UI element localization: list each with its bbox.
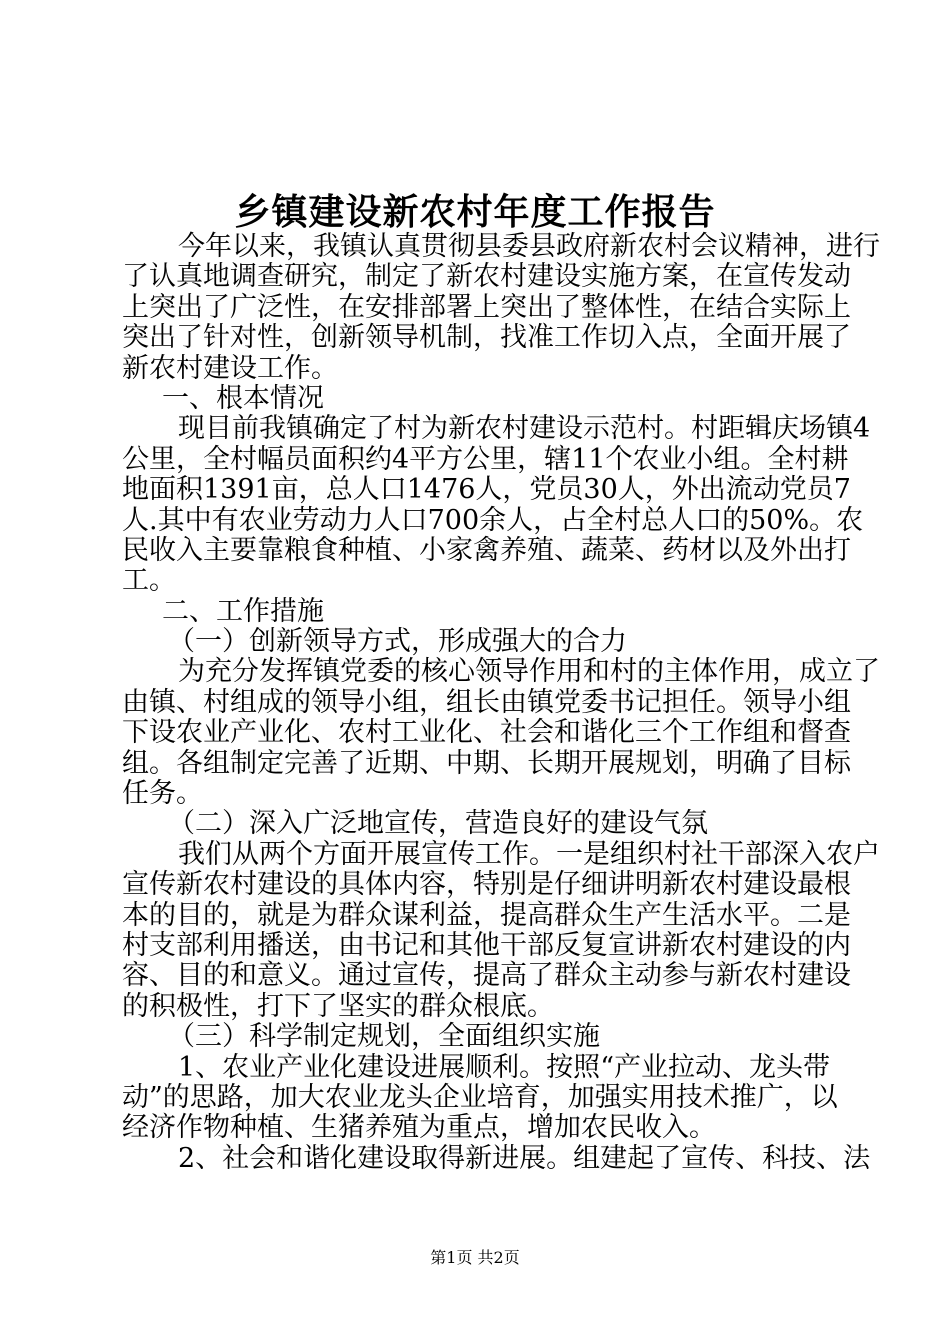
paragraph-line: 地面积1391亩，总人口1476人，党员30人，外出流动党员7: [122, 474, 851, 506]
paragraph-line: 今年以来，我镇认真贯彻县委县政府新农村会议精神，进行: [178, 231, 880, 262]
paragraph-line: 经济作物种植、生猪养殖为重点，增加农民收入。: [122, 1112, 716, 1144]
paragraph-line: 我们从两个方面开展宣传工作。一是组织村社干部深入农户: [178, 838, 880, 870]
paragraph-line: 任务。: [122, 778, 203, 810]
document-body: [122, 231, 880, 1174]
paragraph-line: 新农村建设工作。: [122, 352, 338, 384]
paragraph-line: 工。: [122, 565, 176, 597]
paragraph-line: 村支部利用播送，由书记和其他干部反复宣讲新农村建设的内: [122, 929, 851, 961]
subsection-heading: （一）创新领导方式，形成强大的合力: [168, 626, 627, 658]
paragraph-line: 了认真地调查研究，制定了新农村建设实施方案，在宣传发动: [122, 261, 851, 293]
paragraph-line: 人.其中有农业劳动力人口700余人，占全村总人口的50%。农: [122, 504, 864, 536]
paragraph-line: 公里，全村幅员面积约4平方公里，辖11个农业小组。全村耕: [122, 443, 849, 475]
paragraph-line: 民收入主要靠粮食种植、小家禽养殖、蔬菜、药材以及外出打: [122, 534, 851, 566]
paragraph-line: 由镇、村组成的领导小组，组长由镇党委书记担任。领导小组: [122, 686, 851, 718]
page-footer: 第1页 共2页: [430, 1248, 520, 1267]
document-title: 乡镇建设新农村年度工作报告: [234, 191, 716, 233]
paragraph-line: 1、农业产业化建设进展顺利。按照“产业拉动、龙头带: [178, 1051, 830, 1083]
paragraph-line: 2、社会和谐化建设取得新进展。组建起了宣传、科技、法: [178, 1142, 871, 1174]
paragraph-line: 容、目的和意义。通过宣传，提高了群众主动参与新农村建设: [122, 960, 851, 992]
paragraph-line: 宣传新农村建设的具体内容，特别是仔细讲明新农村建设最根: [122, 869, 851, 901]
paragraph-line: 下设农业产业化、农村工业化、社会和谐化三个工作组和督查: [122, 717, 851, 749]
section-heading: 一、根本情况: [162, 382, 324, 414]
subsection-heading: （三）科学制定规划，全面组织实施: [168, 1021, 600, 1053]
paragraph-line: 突出了针对性，创新领导机制，找准工作切入点，全面开展了: [122, 322, 851, 354]
paragraph-line: 上突出了广泛性，在安排部署上突出了整体性，在结合实际上: [122, 291, 851, 323]
subsection-heading: （二）深入广泛地宣传，营造良好的建设气氛: [168, 808, 708, 840]
paragraph-line: 为充分发挥镇党委的核心领导作用和村的主体作用，成立了: [178, 656, 880, 688]
paragraph-line: 现目前我镇确定了村为新农村建设示范村。村距辑庆场镇4: [178, 413, 871, 445]
section-heading: 二、工作措施: [162, 595, 324, 627]
paragraph-line: 本的目的，就是为群众谋利益，提高群众生产生活水平。二是: [122, 899, 851, 931]
paragraph-line: 的积极性，打下了坚实的群众根底。: [122, 990, 554, 1022]
paragraph-line: 动”的思路，加大农业龙头企业培育，加强实用技术推广，以: [122, 1081, 838, 1113]
paragraph-line: 组。各组制定完善了近期、中期、长期开展规划，明确了目标: [122, 747, 851, 779]
